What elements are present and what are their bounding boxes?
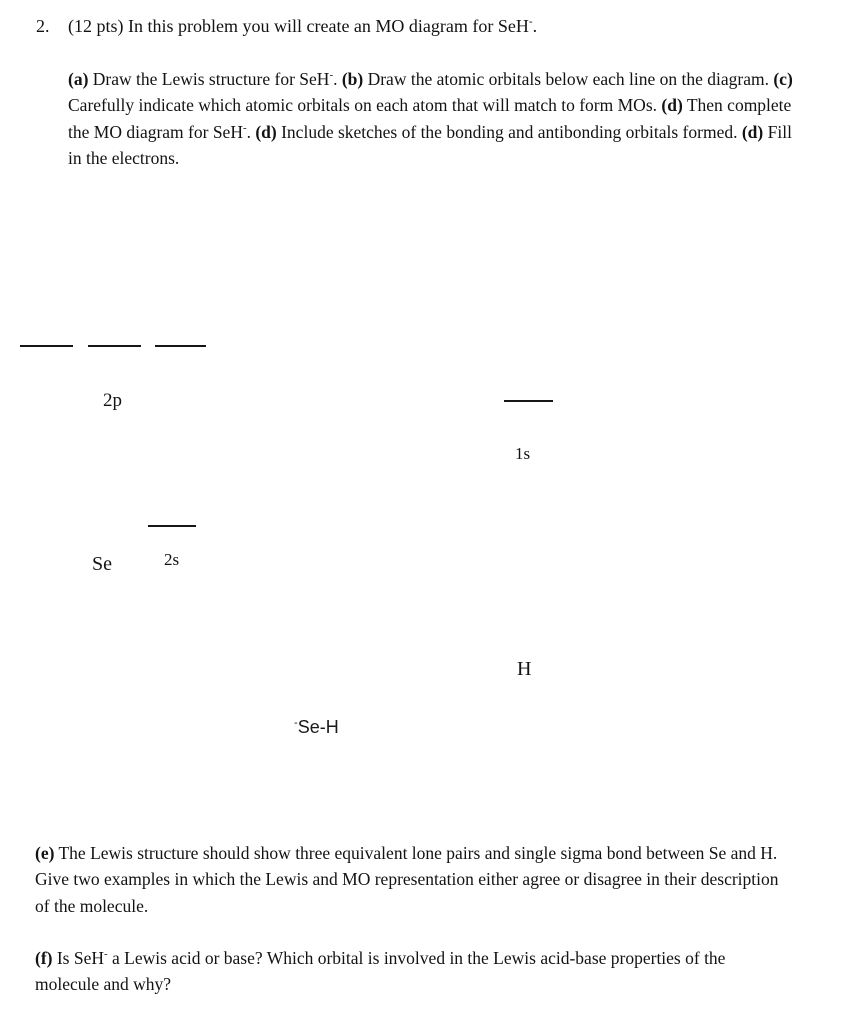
h-1s-level-line bbox=[504, 400, 553, 402]
part-e-label: (e) bbox=[35, 843, 55, 863]
problem-number: 2. bbox=[36, 16, 50, 36]
molecule-label bbox=[294, 717, 339, 738]
part-c-text: Carefully indicate which atomic orbitals on each atom that will match to form MOs. bbox=[68, 95, 662, 116]
part-c-label: (c) bbox=[773, 69, 793, 89]
part-a-text: Draw the Lewis structure for SeH bbox=[88, 69, 330, 89]
problem-intro-period: . bbox=[532, 16, 538, 36]
superscript-minus: - bbox=[528, 16, 533, 28]
part-d1-after: . bbox=[246, 121, 256, 142]
h-1s-orbital-label: 1s bbox=[515, 444, 531, 463]
problem-header bbox=[36, 13, 831, 40]
part-a-label: (a) bbox=[68, 69, 89, 89]
part-d2-text: Include sketches of the bonding and antibonding orbitals formed. bbox=[276, 121, 742, 142]
part-e-paragraph bbox=[35, 840, 797, 919]
part-d2-label: (d) bbox=[255, 121, 277, 142]
se-2p-level-line-2 bbox=[88, 345, 141, 347]
part-a-after: . bbox=[333, 69, 342, 89]
part-f-label: (f) bbox=[35, 948, 53, 968]
part-d1-text: Then complete the MO diagram for SeH bbox=[68, 95, 792, 142]
se-atom-label: Se bbox=[92, 553, 112, 575]
part-b-label: (b) bbox=[341, 69, 364, 89]
superscript-minus: - bbox=[329, 69, 334, 82]
part-b-text: Draw the atomic orbitals below each line on the diagram. bbox=[363, 69, 774, 89]
part-f-text-before: Is SeH bbox=[52, 948, 105, 968]
superscript-minus: - bbox=[294, 717, 298, 729]
part-d3-text: Fill in the electrons. bbox=[68, 121, 792, 168]
problem-intro bbox=[68, 16, 537, 36]
se-2s-level-line bbox=[148, 525, 196, 527]
part-f-paragraph bbox=[35, 945, 790, 998]
part-d1-label: (d) bbox=[661, 95, 683, 116]
part-f-text-after: a Lewis acid or base? Which orbital is involved in the Lewis acid-base properties of the molecule and why? bbox=[35, 948, 726, 995]
superscript-minus: - bbox=[242, 121, 247, 134]
se-2p-level-line-1 bbox=[20, 345, 73, 347]
part-e-text: The Lewis structure should show three equivalent lone pairs and single sigma bond between Se and H. Give two examples in which the Lewis and MO representation either agree or disagree in their description of the molecule. bbox=[35, 843, 779, 916]
se-2s-orbital-label: 2s bbox=[164, 550, 180, 569]
molecule-formula-text: Se-H bbox=[297, 717, 339, 737]
instructions-paragraph bbox=[68, 66, 808, 171]
superscript-minus: - bbox=[104, 948, 108, 961]
se-2p-level-line-3 bbox=[155, 345, 206, 347]
problem-intro-text: (12 pts) In this problem you will create an MO diagram for SeH bbox=[68, 16, 529, 36]
part-d3-label: (d) bbox=[741, 121, 764, 142]
h-atom-label: H bbox=[517, 658, 532, 680]
se-2p-orbital-label: 2p bbox=[103, 390, 122, 411]
